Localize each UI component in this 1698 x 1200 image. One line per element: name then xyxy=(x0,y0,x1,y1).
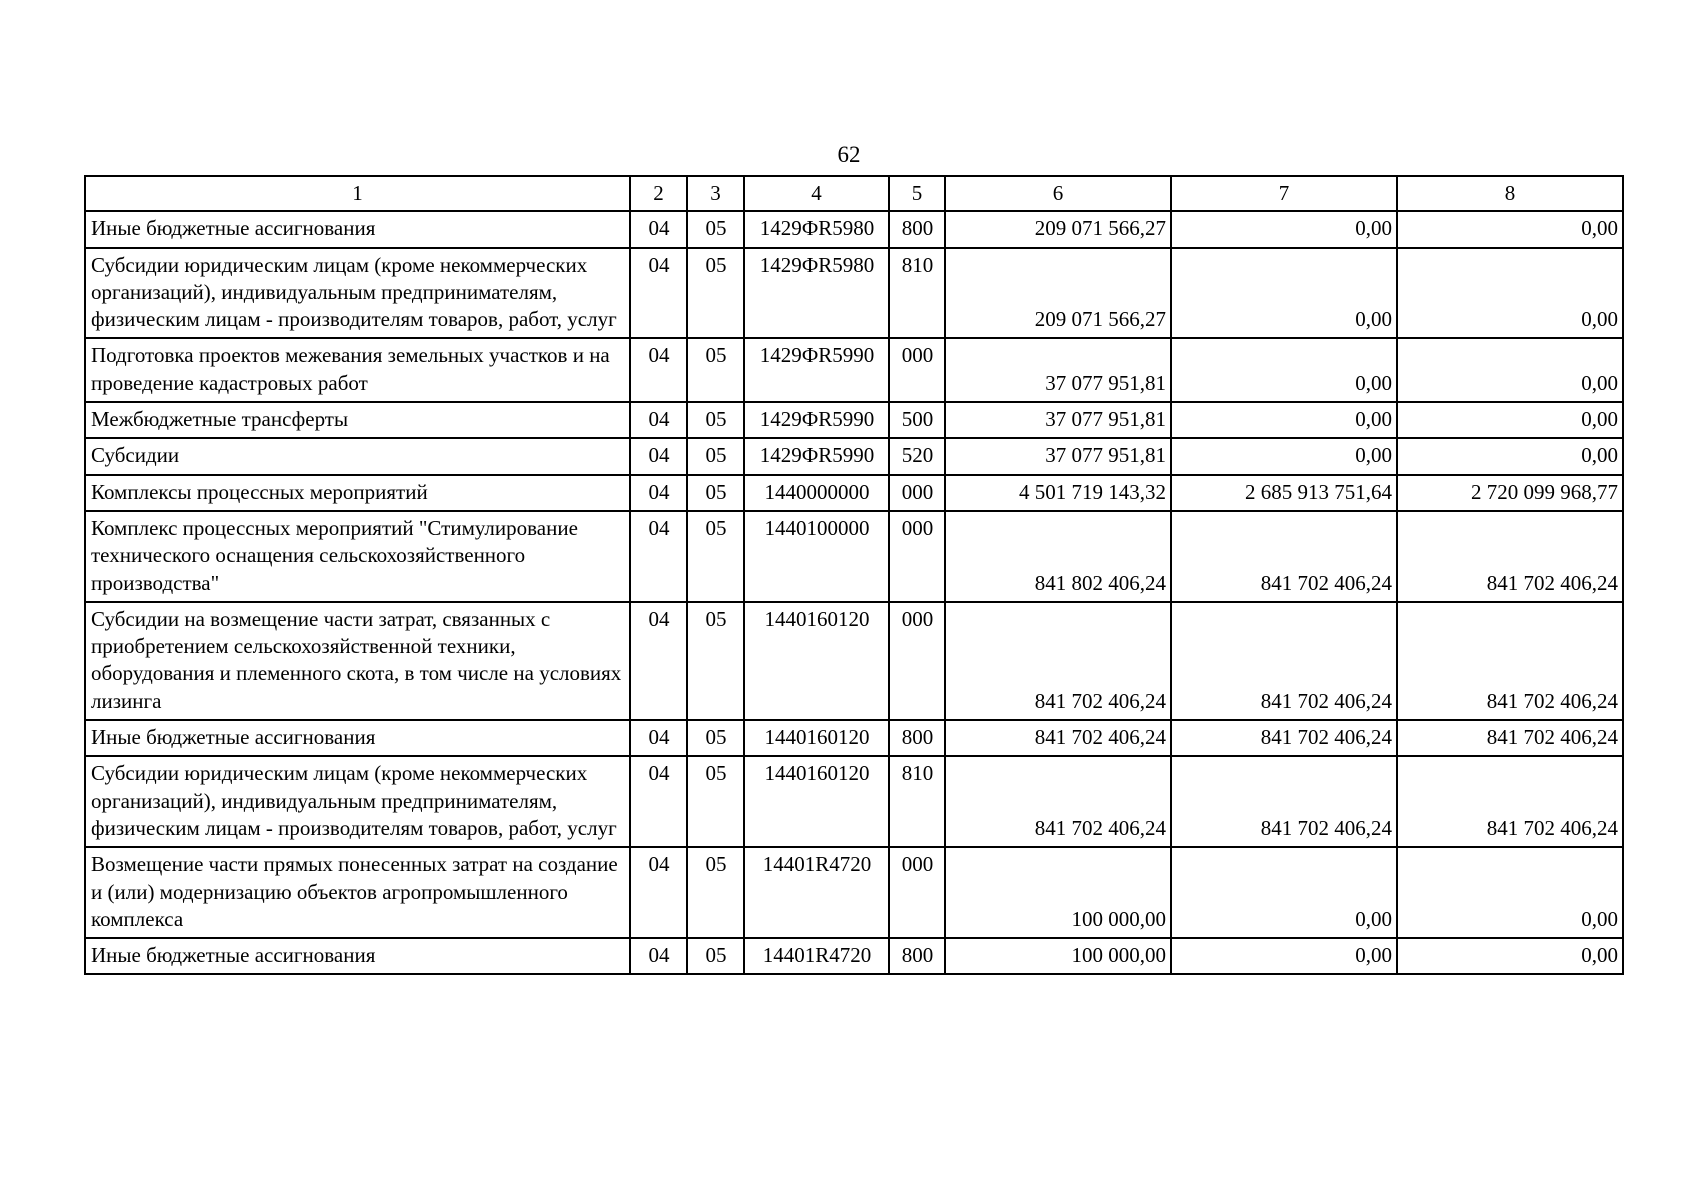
row-name: Комплексы процессных мероприятий xyxy=(85,475,630,511)
subsection-code: 05 xyxy=(687,602,744,720)
subsection-code: 05 xyxy=(687,402,744,438)
table-row xyxy=(85,938,1623,974)
target-article-code: 1429ФR5980 xyxy=(744,211,889,247)
table-row xyxy=(85,211,1623,247)
amount-col-8: 2 720 099 968,77 xyxy=(1397,475,1623,511)
table-header-row xyxy=(85,176,1623,211)
amount-col-7: 841 702 406,24 xyxy=(1171,602,1397,720)
subsection-code: 05 xyxy=(687,511,744,602)
amount-col-6: 37 077 951,81 xyxy=(945,438,1171,474)
amount-col-8: 841 702 406,24 xyxy=(1397,511,1623,602)
expense-type-code: 810 xyxy=(889,248,945,339)
table-row xyxy=(85,720,1623,756)
row-name: Субсидии юридическим лицам (кроме некоммерческих организаций), индивидуальным предпринимателям, физическим лицам - производителям товаров, работ, услуг xyxy=(85,756,630,847)
subsection-code: 05 xyxy=(687,475,744,511)
amount-col-7: 0,00 xyxy=(1171,211,1397,247)
column-header: 7 xyxy=(1171,176,1397,211)
table-row xyxy=(85,475,1623,511)
section-code: 04 xyxy=(630,475,687,511)
row-name: Иные бюджетные ассигнования xyxy=(85,211,630,247)
amount-col-6: 100 000,00 xyxy=(945,847,1171,938)
amount-col-6: 37 077 951,81 xyxy=(945,338,1171,402)
amount-col-8: 0,00 xyxy=(1397,438,1623,474)
amount-col-7: 0,00 xyxy=(1171,938,1397,974)
page-number: 62 xyxy=(837,142,861,167)
section-code: 04 xyxy=(630,211,687,247)
target-article-code: 1440160120 xyxy=(744,756,889,847)
target-article-code: 1440100000 xyxy=(744,511,889,602)
expense-type-code: 800 xyxy=(889,211,945,247)
subsection-code: 05 xyxy=(687,338,744,402)
amount-col-6: 841 702 406,24 xyxy=(945,756,1171,847)
expense-type-code: 800 xyxy=(889,720,945,756)
subsection-code: 05 xyxy=(687,756,744,847)
amount-col-8: 0,00 xyxy=(1397,248,1623,339)
target-article-code: 1429ФR5990 xyxy=(744,438,889,474)
section-code: 04 xyxy=(630,602,687,720)
row-name: Подготовка проектов межевания земельных участков и на проведение кадастровых работ xyxy=(85,338,630,402)
section-code: 04 xyxy=(630,720,687,756)
amount-col-8: 841 702 406,24 xyxy=(1397,602,1623,720)
amount-col-7: 0,00 xyxy=(1171,438,1397,474)
column-header: 2 xyxy=(630,176,687,211)
amount-col-8: 0,00 xyxy=(1397,338,1623,402)
expense-type-code: 810 xyxy=(889,756,945,847)
target-article-code: 1440160120 xyxy=(744,602,889,720)
column-header: 5 xyxy=(889,176,945,211)
amount-col-8: 0,00 xyxy=(1397,938,1623,974)
target-article-code: 1429ФR5990 xyxy=(744,338,889,402)
column-header: 8 xyxy=(1397,176,1623,211)
subsection-code: 05 xyxy=(687,211,744,247)
amount-col-6: 37 077 951,81 xyxy=(945,402,1171,438)
row-name: Субсидии xyxy=(85,438,630,474)
table-row xyxy=(85,438,1623,474)
expense-type-code: 800 xyxy=(889,938,945,974)
column-header: 4 xyxy=(744,176,889,211)
section-code: 04 xyxy=(630,756,687,847)
section-code: 04 xyxy=(630,438,687,474)
amount-col-8: 0,00 xyxy=(1397,211,1623,247)
subsection-code: 05 xyxy=(687,720,744,756)
expense-type-code: 000 xyxy=(889,511,945,602)
table-row xyxy=(85,338,1623,402)
column-header: 3 xyxy=(687,176,744,211)
amount-col-7: 0,00 xyxy=(1171,402,1397,438)
amount-col-6: 841 702 406,24 xyxy=(945,602,1171,720)
amount-col-6: 4 501 719 143,32 xyxy=(945,475,1171,511)
target-article-code: 1440000000 xyxy=(744,475,889,511)
amount-col-6: 841 802 406,24 xyxy=(945,511,1171,602)
amount-col-6: 209 071 566,27 xyxy=(945,248,1171,339)
subsection-code: 05 xyxy=(687,847,744,938)
section-code: 04 xyxy=(630,402,687,438)
expense-type-code: 520 xyxy=(889,438,945,474)
amount-col-7: 0,00 xyxy=(1171,847,1397,938)
amount-col-8: 0,00 xyxy=(1397,847,1623,938)
amount-col-6: 209 071 566,27 xyxy=(945,211,1171,247)
table-row xyxy=(85,602,1623,720)
row-name: Возмещение части прямых понесенных затрат на создание и (или) модернизацию объектов агропромышленного комплекса xyxy=(85,847,630,938)
section-code: 04 xyxy=(630,511,687,602)
amount-col-8: 841 702 406,24 xyxy=(1397,720,1623,756)
budget-table xyxy=(84,175,1624,975)
target-article-code: 1429ФR5990 xyxy=(744,402,889,438)
target-article-code: 1429ФR5980 xyxy=(744,248,889,339)
expense-type-code: 000 xyxy=(889,475,945,511)
expense-type-code: 000 xyxy=(889,602,945,720)
subsection-code: 05 xyxy=(687,248,744,339)
target-article-code: 14401R4720 xyxy=(744,847,889,938)
row-name: Субсидии на возмещение части затрат, связанных с приобретением сельскохозяйственной техники, оборудования и племенного скота, в том числе на условиях лизинга xyxy=(85,602,630,720)
amount-col-7: 0,00 xyxy=(1171,248,1397,339)
subsection-code: 05 xyxy=(687,438,744,474)
expense-type-code: 000 xyxy=(889,338,945,402)
section-code: 04 xyxy=(630,338,687,402)
amount-col-7: 841 702 406,24 xyxy=(1171,511,1397,602)
expense-type-code: 000 xyxy=(889,847,945,938)
section-code: 04 xyxy=(630,938,687,974)
target-article-code: 14401R4720 xyxy=(744,938,889,974)
table-row xyxy=(85,847,1623,938)
row-name: Субсидии юридическим лицам (кроме некоммерческих организаций), индивидуальным предпринимателям, физическим лицам - производителям товаров, работ, услуг xyxy=(85,248,630,339)
amount-col-8: 841 702 406,24 xyxy=(1397,756,1623,847)
amount-col-7: 0,00 xyxy=(1171,338,1397,402)
target-article-code: 1440160120 xyxy=(744,720,889,756)
amount-col-6: 100 000,00 xyxy=(945,938,1171,974)
table-row xyxy=(85,756,1623,847)
subsection-code: 05 xyxy=(687,938,744,974)
row-name: Иные бюджетные ассигнования xyxy=(85,938,630,974)
row-name: Межбюджетные трансферты xyxy=(85,402,630,438)
amount-col-8: 0,00 xyxy=(1397,402,1623,438)
expense-type-code: 500 xyxy=(889,402,945,438)
column-header: 1 xyxy=(85,176,630,211)
column-header: 6 xyxy=(945,176,1171,211)
amount-col-7: 841 702 406,24 xyxy=(1171,720,1397,756)
table-row xyxy=(85,248,1623,339)
section-code: 04 xyxy=(630,847,687,938)
section-code: 04 xyxy=(630,248,687,339)
row-name: Комплекс процессных мероприятий "Стимулирование технического оснащения сельскохозяйственного производства" xyxy=(85,511,630,602)
row-name: Иные бюджетные ассигнования xyxy=(85,720,630,756)
amount-col-7: 841 702 406,24 xyxy=(1171,756,1397,847)
table-row xyxy=(85,511,1623,602)
amount-col-7: 2 685 913 751,64 xyxy=(1171,475,1397,511)
table-row xyxy=(85,402,1623,438)
amount-col-6: 841 702 406,24 xyxy=(945,720,1171,756)
